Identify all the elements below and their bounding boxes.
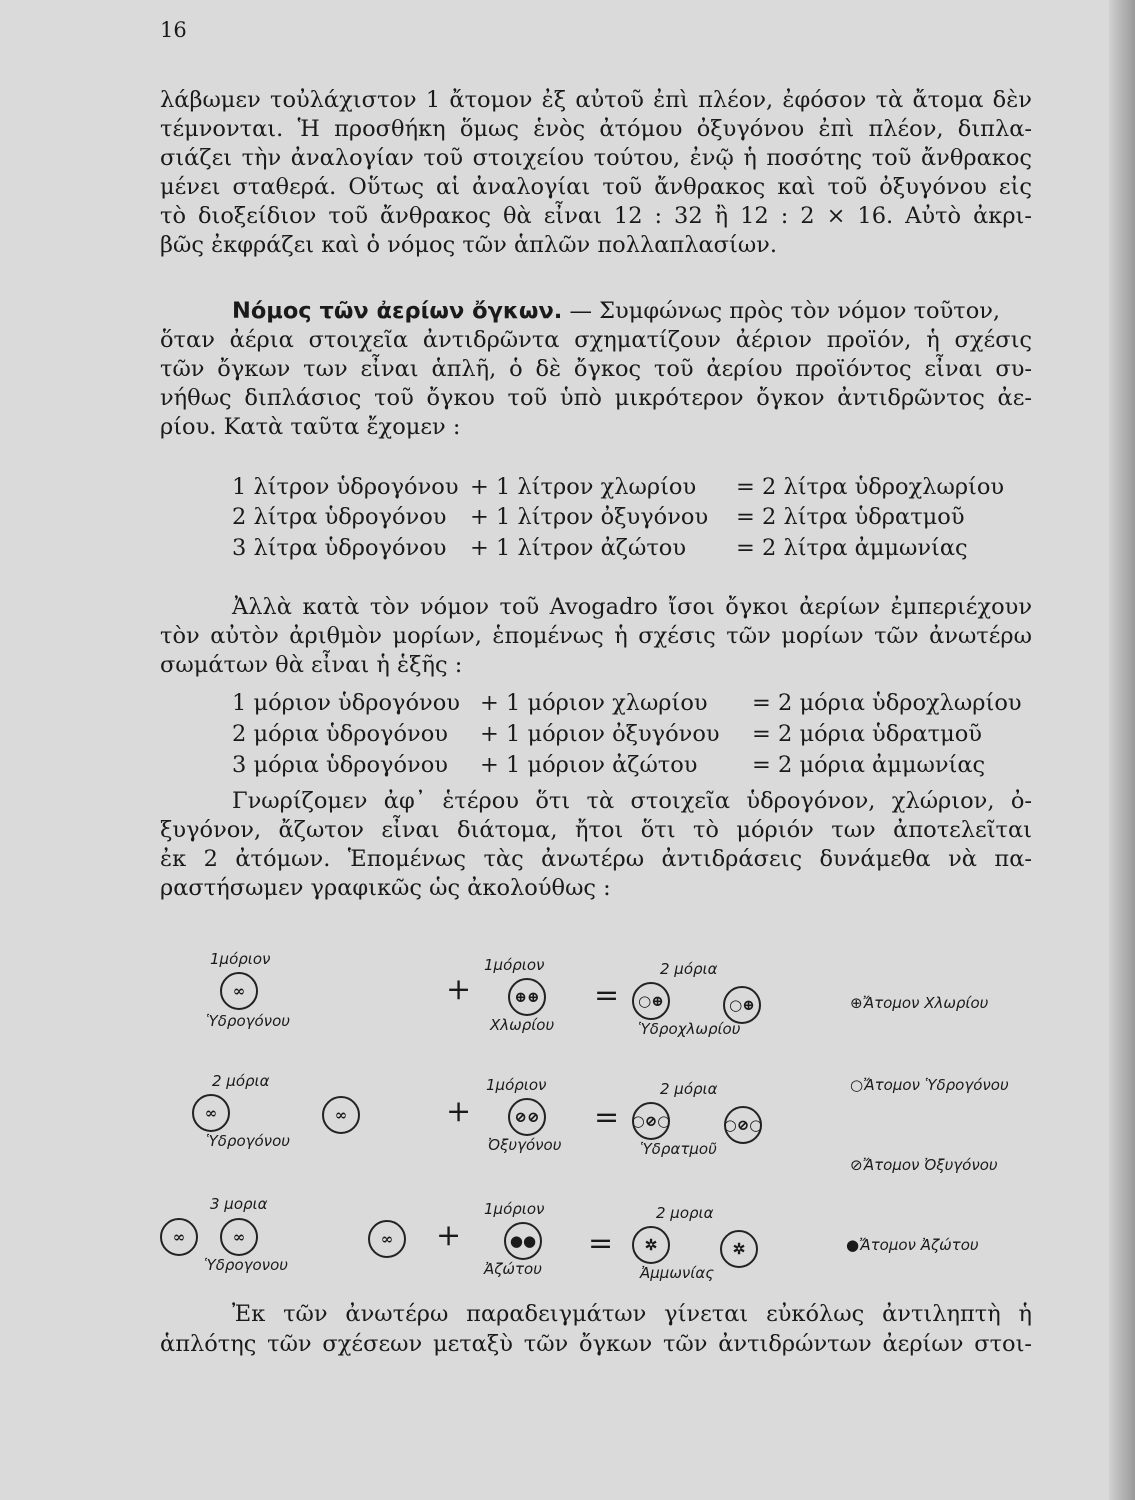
- plus-sign: +: [446, 1094, 472, 1129]
- diagram-label: 1μόριον: [210, 950, 271, 968]
- hydrogen-molecule-icon: ∞: [368, 1220, 406, 1258]
- oxygen-molecule-icon: ⊘⊘: [508, 1098, 546, 1136]
- equation-right: + 1 μόριον ἀζώτου: [480, 752, 698, 778]
- text-line: τέμνονται. Ἡ προσθήκη ὅμως ἑνὸς ἀτόμου ὀξυγόνου ἐπὶ πλέον, διπλα-: [160, 116, 1032, 142]
- legend-item-chlorine: [850, 994, 988, 1012]
- equation-result: = 2 μόρια ὑδρατμοῦ: [752, 721, 982, 747]
- page-edge-shadow: [1109, 0, 1135, 1500]
- equation-left: 3 μόρια ὑδρογόνου: [232, 752, 448, 778]
- equation-result: = 2 λίτρα ὑδροχλωρίου: [736, 474, 1005, 500]
- text-line: τὸν αὐτὸν ἀριθμὸν μορίων, ἑπομένως ἡ σχέσις τῶν μορίων τῶν ἀνωτέρω: [160, 623, 1032, 649]
- diagram-label: Ὑδρατμοῦ: [640, 1140, 717, 1158]
- diagram-label: Ὑδρογονου: [204, 1256, 288, 1274]
- text-line: Ἀλλὰ κατὰ τὸν νόμον τοῦ Avogadro ἴσοι ὄγκοι ἀερίων ἐμπεριέχουν: [232, 594, 1032, 620]
- equation-right: + 1 λίτρον χλωρίου: [470, 474, 697, 500]
- diagram-label: 2 μορια: [656, 1204, 714, 1222]
- diagram-label: Χλωρίου: [490, 1016, 555, 1034]
- text-line: σιάζει τὴν ἀναλογίαν τοῦ στοιχείου τούτου, ἐνῷ ἡ ποσότης τοῦ ἄνθρακος: [160, 145, 1032, 171]
- legend-label: Ἄτομον Ὑδρογόνου: [863, 1076, 1009, 1094]
- nitrogen-atom-icon: ●: [846, 1236, 860, 1254]
- text-line: Γνωρίζομεν ἀφ᾽ ἑτέρου ὅτι τὰ στοιχεῖα ὑδρογόνον, χλώριον, ὀ-: [232, 788, 1032, 814]
- equals-sign: =: [594, 1100, 620, 1135]
- text-line: ρίου. Κατὰ ταῦτα ἔχομεν :: [160, 414, 461, 440]
- equation-left: 1 μόριον ὑδρογόνου: [232, 690, 460, 716]
- page-number: 16: [160, 18, 187, 42]
- text-line: βῶς ἐκφράζει καὶ ὁ νόμος τῶν ἁπλῶν πολλαπλασίων.: [160, 232, 778, 258]
- hydrogen-atom-icon: ○: [850, 1076, 864, 1094]
- equation-right: + 1 μόριον χλωρίου: [480, 690, 708, 716]
- water-molecule-icon: ○⊘○: [632, 1102, 670, 1140]
- equals-sign: =: [594, 978, 620, 1013]
- legend-item-oxygen: [850, 1156, 998, 1174]
- diagram-label: Ὀξυγόνου: [488, 1136, 562, 1154]
- text-line: σωμάτων θὰ εἶναι ἡ ἑξῆς :: [160, 652, 463, 678]
- equation-right: + 1 λίτρον ὀξυγόνου: [470, 504, 709, 530]
- diagram-label: 1μόριον: [484, 956, 545, 974]
- legend-label: Ἄτομον Ἀζώτου: [859, 1236, 979, 1254]
- equation-left: 2 μόρια ὑδρογόνου: [232, 721, 448, 747]
- text-line: ἐκ 2 ἀτόμων. Ἑπομένως τὰς ἀνωτέρω ἀντιδράσεις δυνάμεθα νὰ πα-: [160, 846, 1032, 872]
- diagram-label: Ἀμμωνίας: [640, 1264, 715, 1282]
- diagram-label: Ὑδροχλωρίου: [638, 1020, 741, 1038]
- hydrogen-chloride-molecule-icon: ○⊕: [632, 982, 670, 1020]
- hydrogen-chloride-molecule-icon: ○⊕: [723, 986, 761, 1024]
- hydrogen-molecule-icon: ∞: [322, 1096, 360, 1134]
- chlorine-molecule-icon: ⊕⊕: [508, 978, 546, 1016]
- equals-sign: =: [588, 1226, 614, 1261]
- diagram-label: Ὑδρογόνου: [206, 1132, 290, 1150]
- text-line: ὅταν ἀέρια στοιχεῖα ἀντιδρῶντα σχηματίζουν ἀέριον προϊόν, ἡ σχέσις: [160, 327, 1032, 353]
- hydrogen-molecule-icon: ∞: [160, 1218, 198, 1256]
- plus-sign: +: [436, 1218, 462, 1253]
- text-line: — Συμφώνως πρὸς τὸν νόμον τοῦτον,: [562, 298, 1001, 324]
- text-line: ραστήσωμεν γραφικῶς ὡς ἀκολούθως :: [160, 875, 611, 901]
- plus-sign: +: [446, 972, 472, 1007]
- nitrogen-molecule-icon: ●●: [504, 1222, 542, 1260]
- equation-right: + 1 λίτρον ἀζώτου: [470, 535, 687, 561]
- diagram-label: 1μόριον: [484, 1200, 545, 1218]
- equation-result: = 2 λίτρα ἀμμωνίας: [736, 535, 968, 561]
- diagram-label: 1μόριον: [486, 1076, 547, 1094]
- equation-right: + 1 μόριον ὀξυγόνου: [480, 721, 720, 747]
- text-line: ἁπλότης τῶν σχέσεων μεταξὺ τῶν ὄγκων τῶν ἀντιδρώντων ἀερίων στοι-: [160, 1331, 1032, 1357]
- equation-left: 2 λίτρα ὑδρογόνου: [232, 504, 447, 530]
- section-heading-line: [232, 297, 1032, 325]
- chlorine-atom-icon: ⊕: [850, 994, 863, 1012]
- text-line: μένει σταθερά. Οὕτως αἱ ἀναλογίαι τοῦ ἄνθρακος καὶ τοῦ ὀξυγόνου εἰς: [160, 174, 1032, 200]
- legend-label: Ἄτομον Χλωρίου: [862, 994, 989, 1012]
- text-line: λάβωμεν τοὐλάχιστον 1 ἄτομον ἐξ αὐτοῦ ἐπὶ πλέον, ἐφόσον τὰ ἄτομα δὲν: [160, 87, 1032, 113]
- text-line: ξυγόνον, ἄζωτον εἶναι διάτομα, ἤτοι ὅτι τὸ μόριόν των ἀποτελεῖται: [160, 817, 1032, 843]
- oxygen-atom-icon: ⊘: [850, 1156, 863, 1174]
- legend-item-nitrogen: [846, 1236, 979, 1254]
- text-line: τὸ διοξείδιον τοῦ ἄνθρακος θὰ εἶναι 12 : 32 ἢ 12 : 2 × 16. Αὐτὸ ἀκρι-: [160, 203, 1032, 229]
- equation-result: = 2 μόρια ἀμμωνίας: [752, 752, 986, 778]
- equation-result: = 2 λίτρα ὑδρατμοῦ: [736, 504, 965, 530]
- equation-result: = 2 μόρια ὑδροχλωρίου: [752, 690, 1022, 716]
- hydrogen-molecule-icon: ∞: [220, 1218, 258, 1256]
- legend-label: Ἄτομον Ὀξυγόνου: [862, 1156, 998, 1174]
- diagram-label: 3 μορια: [210, 1195, 268, 1213]
- text-line: νήθως διπλάσιος τοῦ ὄγκου τοῦ ὑπὸ μικρότερον ὄγκον ἀντιδρῶντος ἀε-: [160, 385, 1032, 411]
- legend-item-hydrogen: [850, 1076, 1009, 1094]
- diagram-label: Ἀζώτου: [484, 1260, 542, 1278]
- section-heading: Νόμος τῶν ἀερίων ὄγκων.: [232, 298, 563, 324]
- ammonia-molecule-icon: ✲: [720, 1230, 758, 1268]
- diagram-label: 2 μόρια: [660, 960, 718, 978]
- hydrogen-molecule-icon: ∞: [192, 1094, 230, 1132]
- diagram-label: 2 μόρια: [212, 1072, 270, 1090]
- diagram-label: Ὑδρογόνου: [206, 1012, 290, 1030]
- equation-left: 3 λίτρα ὑδρογόνου: [232, 535, 447, 561]
- text-line: Ἐκ τῶν ἀνωτέρω παραδειγμάτων γίνεται εὐκόλως ἀντιληπτὴ ἡ: [232, 1301, 1032, 1327]
- ammonia-molecule-icon: ✲: [632, 1226, 670, 1264]
- water-molecule-icon: ○⊘○: [724, 1106, 762, 1144]
- diagram-label: 2 μόρια: [660, 1080, 718, 1098]
- text-line: τῶν ὄγκων των εἶναι ἁπλῆ, ὁ δὲ ὄγκος τοῦ ἀερίου προϊόντος εἶναι συ-: [160, 356, 1032, 382]
- hydrogen-molecule-icon: ∞: [220, 972, 258, 1010]
- equation-left: 1 λίτρον ὑδρογόνου: [232, 474, 459, 500]
